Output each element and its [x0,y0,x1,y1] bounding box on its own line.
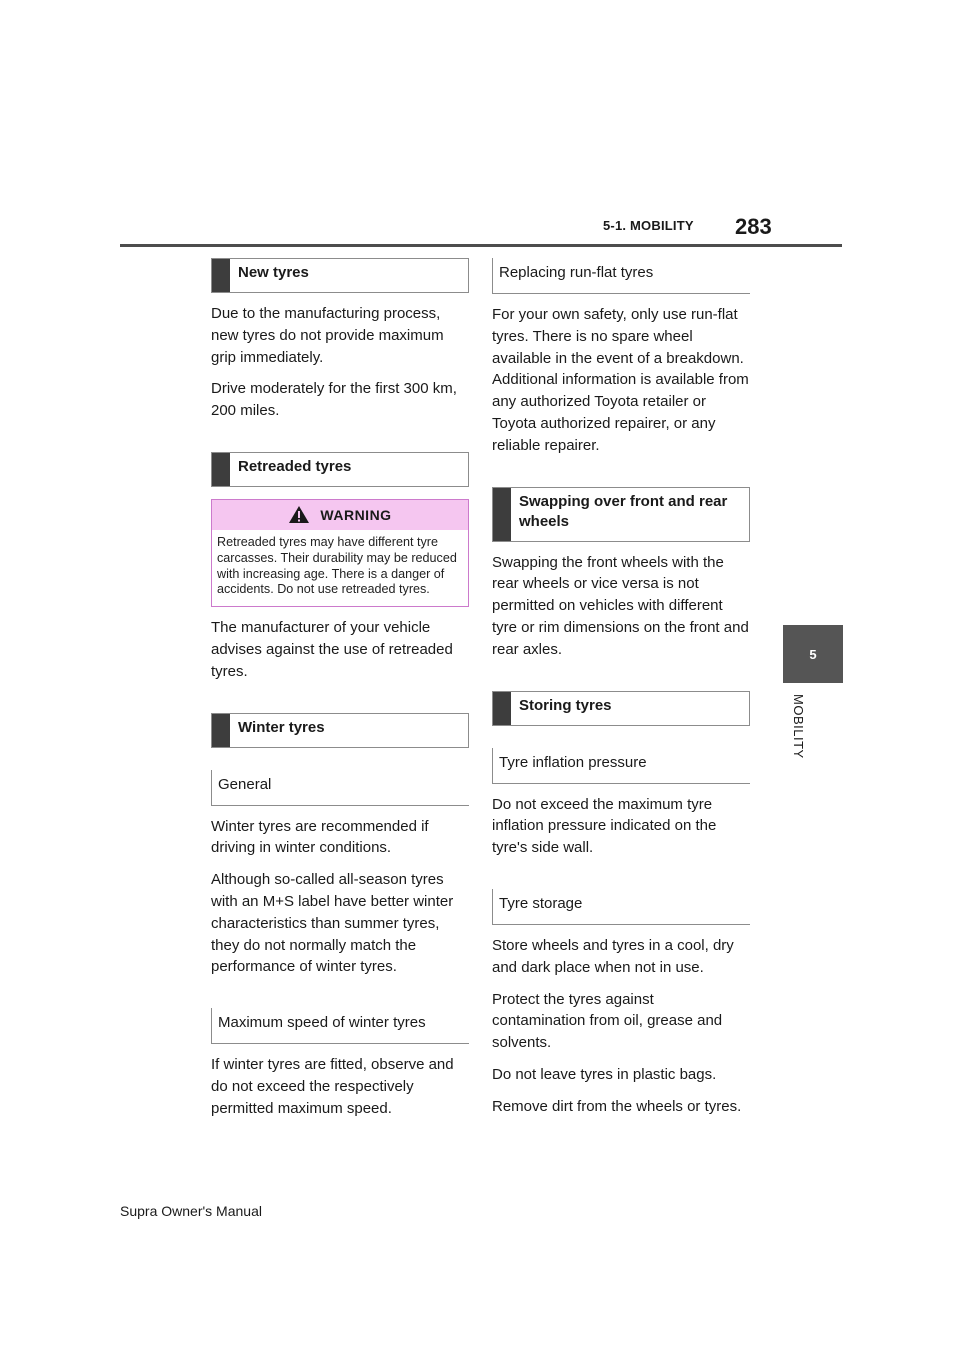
left-column [211,258,469,1120]
heading-bar [212,714,230,747]
paragraph: Do not exceed the maximum tyre inflation pressure indicated on the tyre's side wall. [492,795,717,857]
paragraph: If winter tyres are fitted, observe and do not exceed the respectively permitted maximum speed. [211,1056,454,1117]
footer-manual-title: Supra Owner's Manual [120,1203,262,1219]
section-heading-swapping-wheels [492,487,750,542]
paragraph: Remove dirt from the wheels or tyres. [492,1097,742,1115]
section-heading-winter-tyres [211,713,469,748]
heading-bar [493,488,511,541]
chapter-tab[interactable] [783,625,843,683]
paragraph: The manufacturer of your vehicle advises against the use of retreaded tyres. [211,619,453,680]
subheading-inflation-pressure: Tyre inflation pressure [492,748,750,784]
chapter-side-label: MOBILITY [791,694,806,759]
warning-triangle-icon [288,505,310,524]
page-number: 283 [735,214,772,239]
section-heading-text: New tyres [238,264,309,281]
header-divider [120,244,842,247]
warning-header [212,500,468,530]
paragraph: For your own safety, only use run-flat tyres. There is no spare wheel available in the event of a breakdown. Additional information is available from any authorized Toyota retailer or Toyota authorized repairer, or any reliable repairer. [492,306,749,454]
subheading-runflat: Replacing run-flat tyres [492,258,750,294]
paragraph: Drive moderately for the first 300 km, 200 miles. [211,380,457,420]
heading-bar [212,259,230,292]
subheading-general: General [211,770,469,806]
chapter-title: 5-1. MOBILITY [603,218,694,233]
paragraph: Do not leave tyres in plastic bags. [492,1065,717,1083]
paragraph: Store wheels and tyres in a cool, dry and dark place when not in use. [492,936,734,976]
right-column [492,258,750,1118]
paragraph: Winter tyres are recommended if driving in winter conditions. [211,817,429,857]
section-heading-text: Storing tyres [519,696,612,714]
paragraph: Due to the manufacturing process, new tyres do not provide maximum grip immediately. [211,305,444,366]
subheading-max-speed: Maximum speed of winter tyres [211,1008,469,1044]
section-heading-storing-tyres [492,691,750,726]
section-heading-text: Winter tyres [238,718,325,736]
warning-title: WARNING [320,506,392,523]
subheading-tyre-storage: Tyre storage [492,889,750,925]
section-heading-text: Retreaded tyres [238,457,352,475]
section-heading-retreaded-tyres [211,452,469,487]
heading-bar [493,692,511,725]
paragraph: Although so-called all-season tyres with an M+S label have better winter characteristics than summer tyres, they do not normally match the performance of winter tyres. [211,871,454,976]
heading-bar [212,453,230,486]
chapter-tab-number: 5 [809,646,817,662]
section-heading-text: Swapping over front and rear wheels [519,492,728,530]
section-heading-new-tyres [211,258,469,293]
warning-box [211,499,469,607]
warning-text: Retreaded tyres may have different tyre carcasses. Their durability may be reduced with increasing age. There is a danger of accidents. Do not use retreaded tyres. [217,534,457,597]
paragraph: Protect the tyres against contamination from oil, grease and solvents. [492,990,723,1052]
paragraph: Swapping the front wheels with the rear wheels or vice versa is not permitted on vehicles with different tyre or rim dimensions on the front and rear axles. [492,553,749,658]
